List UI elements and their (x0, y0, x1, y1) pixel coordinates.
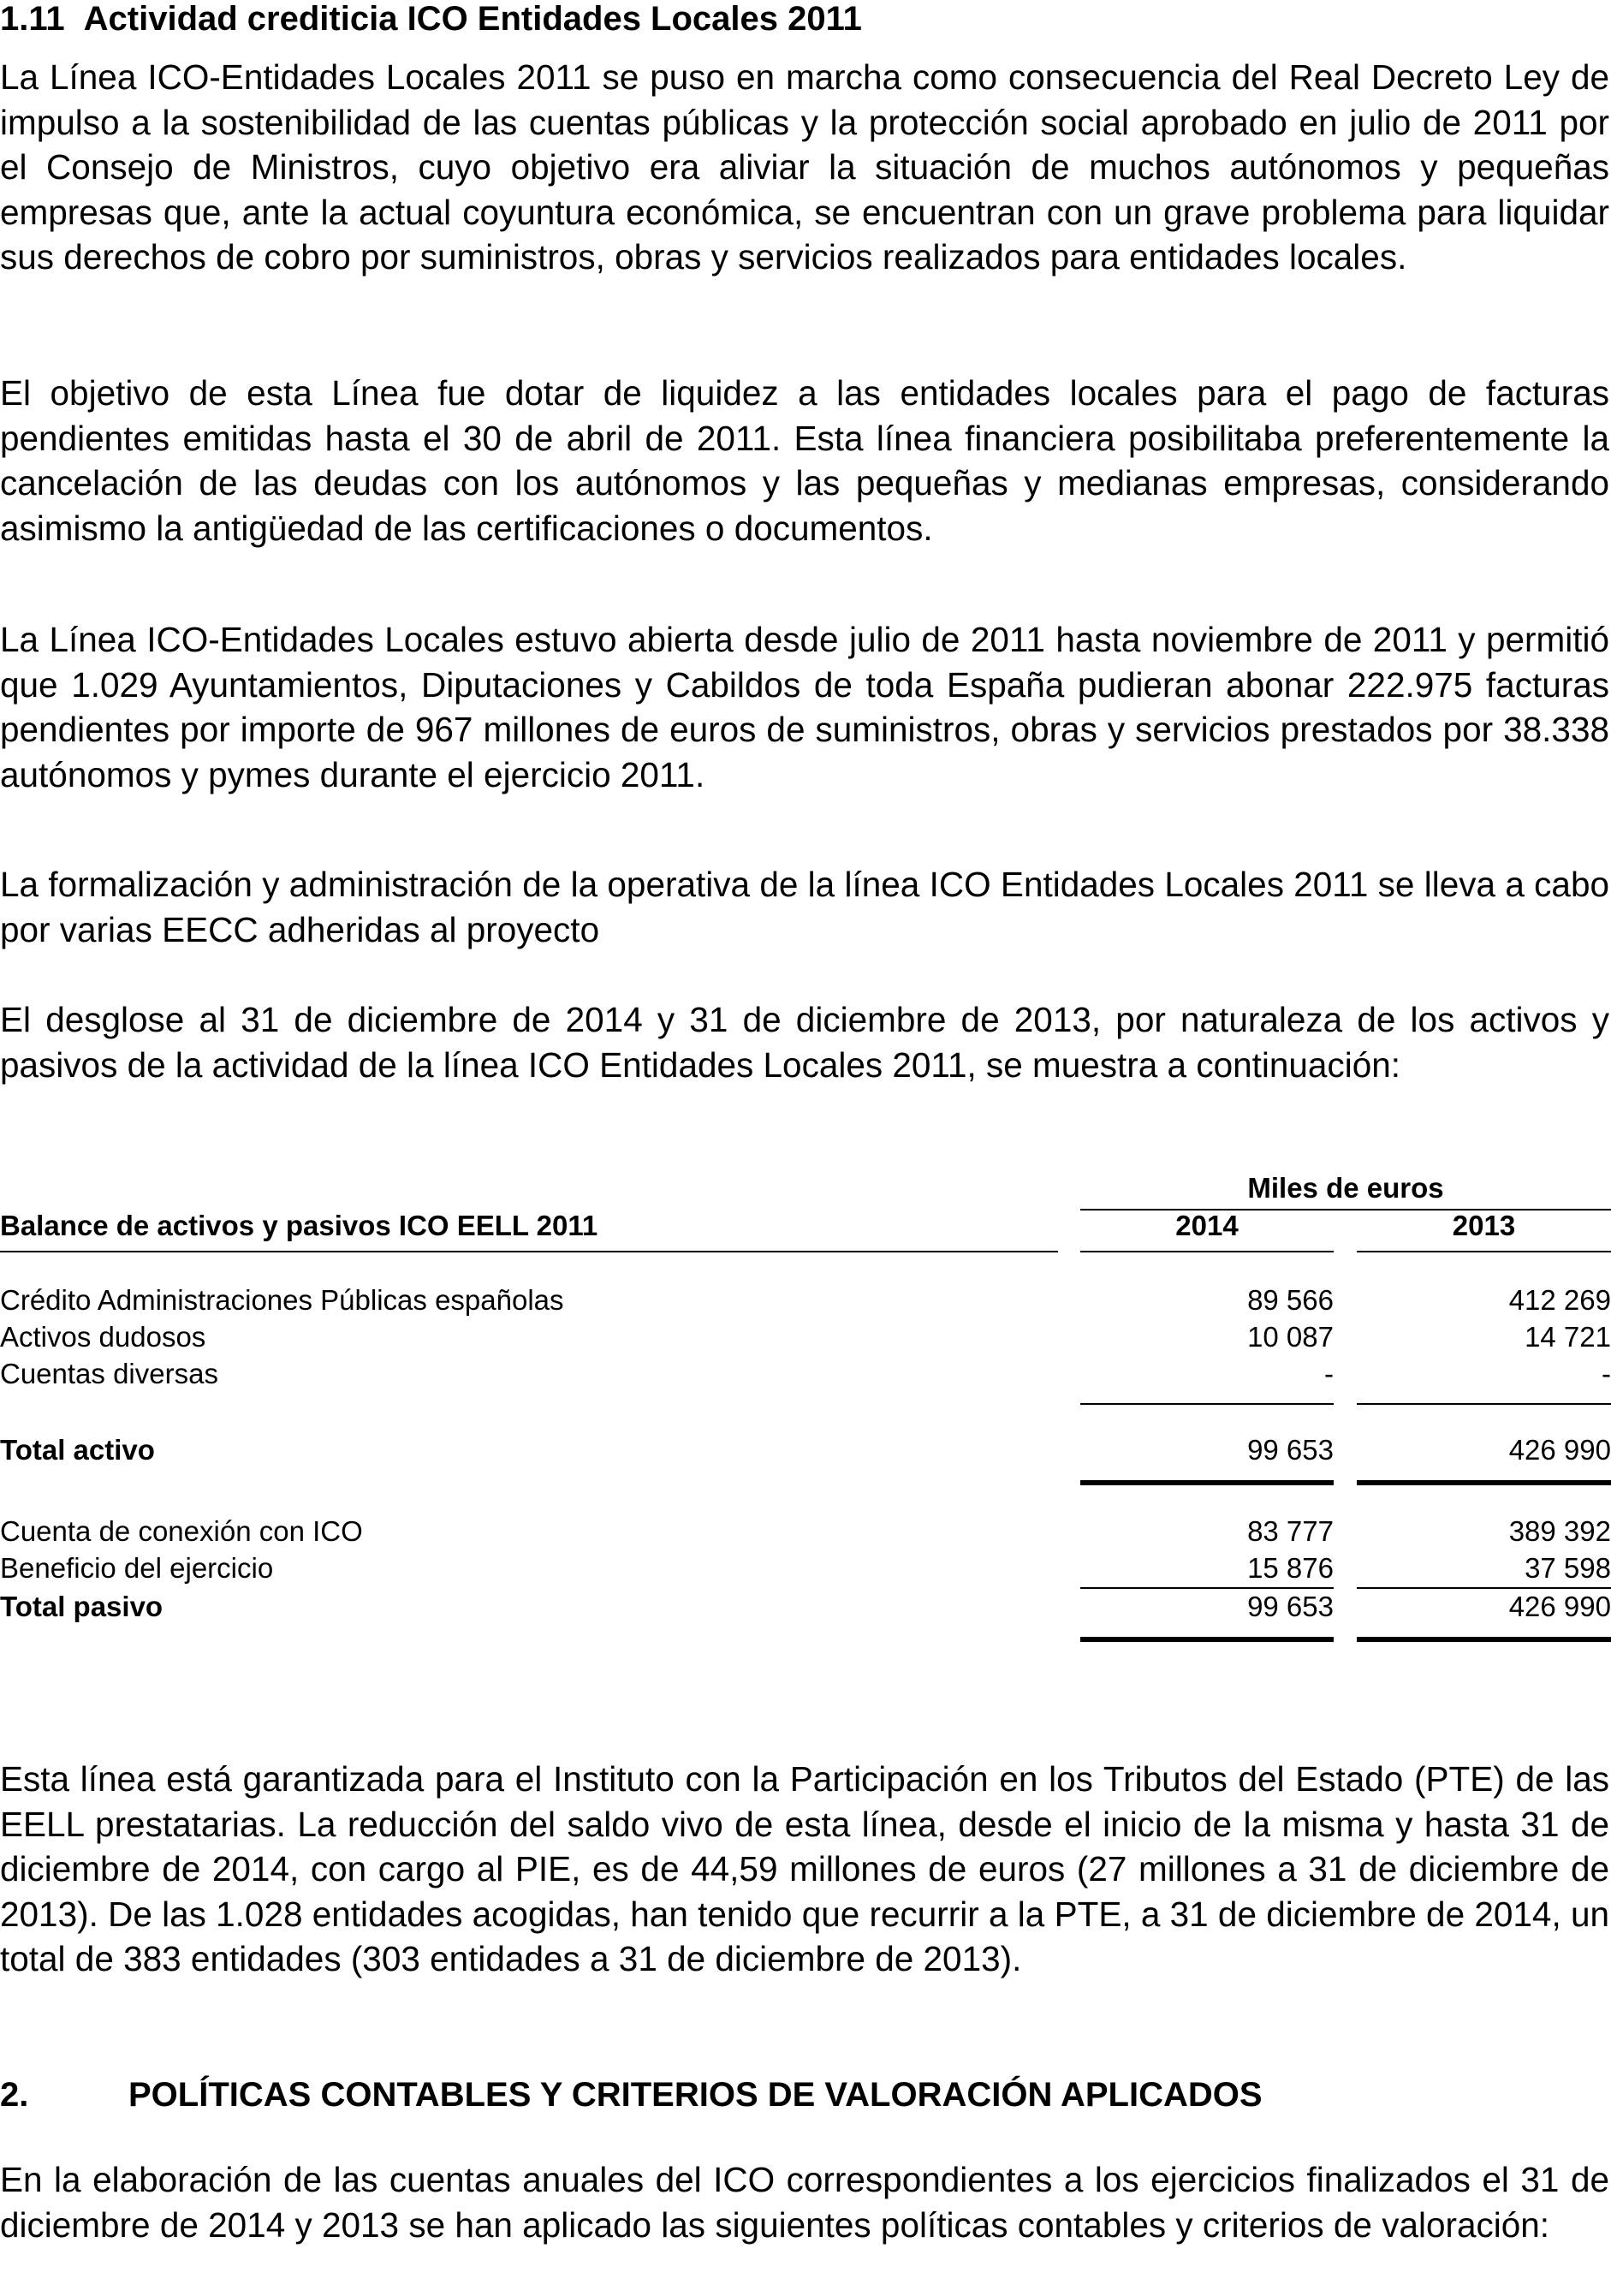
paragraph-objective: El objetivo de esta Línea fue dotar de liquidez a las entidades locales para el pago de facturas pendientes emitidas hasta el 30 de abril de 2011. Esta línea financiera posibilitaba preferentemente la cancelación de las deudas con los autónomos y las pequeñas y medianas empresas, considerando asimismo la antigüedad de las certificaciones o documentos. (0, 373, 1609, 548)
total-rule-2014 (1080, 1480, 1334, 1485)
row-label-total: Total activo (0, 1434, 155, 1466)
balance-table (0, 1171, 1611, 1651)
row-value-2014: 89 566 (1247, 1284, 1334, 1316)
row-label: Activos dudosos (0, 1321, 206, 1353)
row-value-2014: 99 653 (1247, 1591, 1334, 1622)
header-rule-2014 (1080, 1251, 1334, 1252)
row-value-2013: 426 990 (1508, 1434, 1611, 1466)
table-unit-header: Miles de euros (1247, 1172, 1444, 1204)
header-rule-label (0, 1251, 1058, 1252)
row-value-2013: 412 269 (1508, 1284, 1611, 1316)
subtotal-rule-2014 (1080, 1587, 1334, 1589)
paragraph-availability: La Línea ICO-Entidades Locales estuvo abierta desde julio de 2011 hasta noviembre de 2011 y permitió que 1.029 Ayuntamientos, Diputaciones y Cabildos de toda España pudieran abonar 222.975 facturas pendientes por importe de 967 millones de euros de suministros, obras y servicios prestados por 38.338 autónomos y pymes durante el ejercicio 2011. (0, 620, 1609, 794)
paragraph-intro: La Línea ICO-Entidades Locales 2011 se puso en marcha como consecuencia del Real Decreto Ley de impulso a la sostenibilidad de las cuentas públicas y la protección social aprobado en julio de 2011 por el Consejo de Ministros, cuyo objetivo era aliviar la situación de muchos autónomos y pequeñas empresas que, ante la actual coyuntura económica, se encuentran con un grave problema para liquidar sus derechos de cobro por suministros, obras y servicios realizados para entidades locales. (0, 57, 1609, 277)
paragraph-policies: En la elaboración de las cuentas anuales del ICO correspondientes a los ejercicios finalizados el 31 de diciembre de 2014 y 2013 se han aplicado las siguientes políticas contables y criterios de valoración: (0, 2160, 1609, 2245)
row-value-2014: 15 876 (1247, 1552, 1334, 1584)
section-number: 2. (0, 2076, 29, 2114)
column-header-2013: 2013 (1452, 1210, 1516, 1241)
row-value-2013: 426 990 (1508, 1591, 1611, 1622)
total-rule-2013 (1357, 1480, 1611, 1485)
paragraph-administration: La formalización y administración de la operativa de la línea ICO Entidades Locales 2011 se lleva a cabo por varias EECC adheridas al proyecto (0, 865, 1609, 949)
paragraph-breakdown: El desglose al 31 de diciembre de 2014 y 31 de diciembre de 2013, por naturaleza de los activos y pasivos de la actividad de la línea ICO Entidades Locales 2011, se muestra a continuación: (0, 1000, 1609, 1085)
subtotal-rule-2013 (1357, 1403, 1611, 1405)
row-label: Beneficio del ejercicio (0, 1552, 274, 1584)
subtotal-rule-2013 (1357, 1587, 1611, 1589)
paragraph-guarantee: Esta línea está garantizada para el Instituto con la Participación en los Tributos del Estado (PTE) de las EELL prestatarias. La reducción del saldo vivo de esta línea, desde el inicio de la misma y hasta 31 de diciembre de 2014, con cargo al PIE, es de 44,59 millones de euros (27 millones a 31 de diciembre de 2013). De las 1.028 entidades acogidas, han tenido que recurrir a la PTE, a 31 de diciembre de 2014, un total de 383 entidades (303 entidades a 31 de diciembre de 2013). (0, 1759, 1609, 1978)
row-label: Cuenta de conexión con ICO (0, 1515, 363, 1547)
section-title: Actividad crediticia ICO Entidades Locales 2011 (83, 0, 862, 38)
table-title: Balance de activos y pasivos ICO EELL 2011 (0, 1210, 598, 1241)
section-title: POLÍTICAS CONTABLES Y CRITERIOS DE VALORACIÓN APLICADOS (128, 2076, 1263, 2114)
section-heading-2 (0, 2076, 1263, 2114)
column-header-2014: 2014 (1175, 1210, 1239, 1241)
row-value-2014: - (1324, 1358, 1334, 1389)
header-rule-2013 (1357, 1251, 1611, 1252)
row-label-total: Total pasivo (0, 1591, 163, 1622)
subtotal-rule-2014 (1080, 1403, 1334, 1405)
row-label: Cuentas diversas (0, 1358, 218, 1389)
row-value-2014: 10 087 (1247, 1321, 1334, 1353)
row-label: Crédito Administraciones Públicas españolas (0, 1284, 564, 1316)
section-number: 1.11 (0, 0, 65, 38)
row-value-2014: 83 777 (1247, 1515, 1334, 1547)
row-value-2013: 37 598 (1525, 1552, 1611, 1584)
row-value-2013: - (1602, 1358, 1611, 1389)
total-rule-2013 (1357, 1637, 1611, 1642)
row-value-2014: 99 653 (1247, 1434, 1334, 1466)
section-heading-1-11 (0, 0, 862, 38)
row-value-2013: 389 392 (1508, 1515, 1611, 1547)
row-value-2013: 14 721 (1525, 1321, 1611, 1353)
total-rule-2014 (1080, 1637, 1334, 1642)
